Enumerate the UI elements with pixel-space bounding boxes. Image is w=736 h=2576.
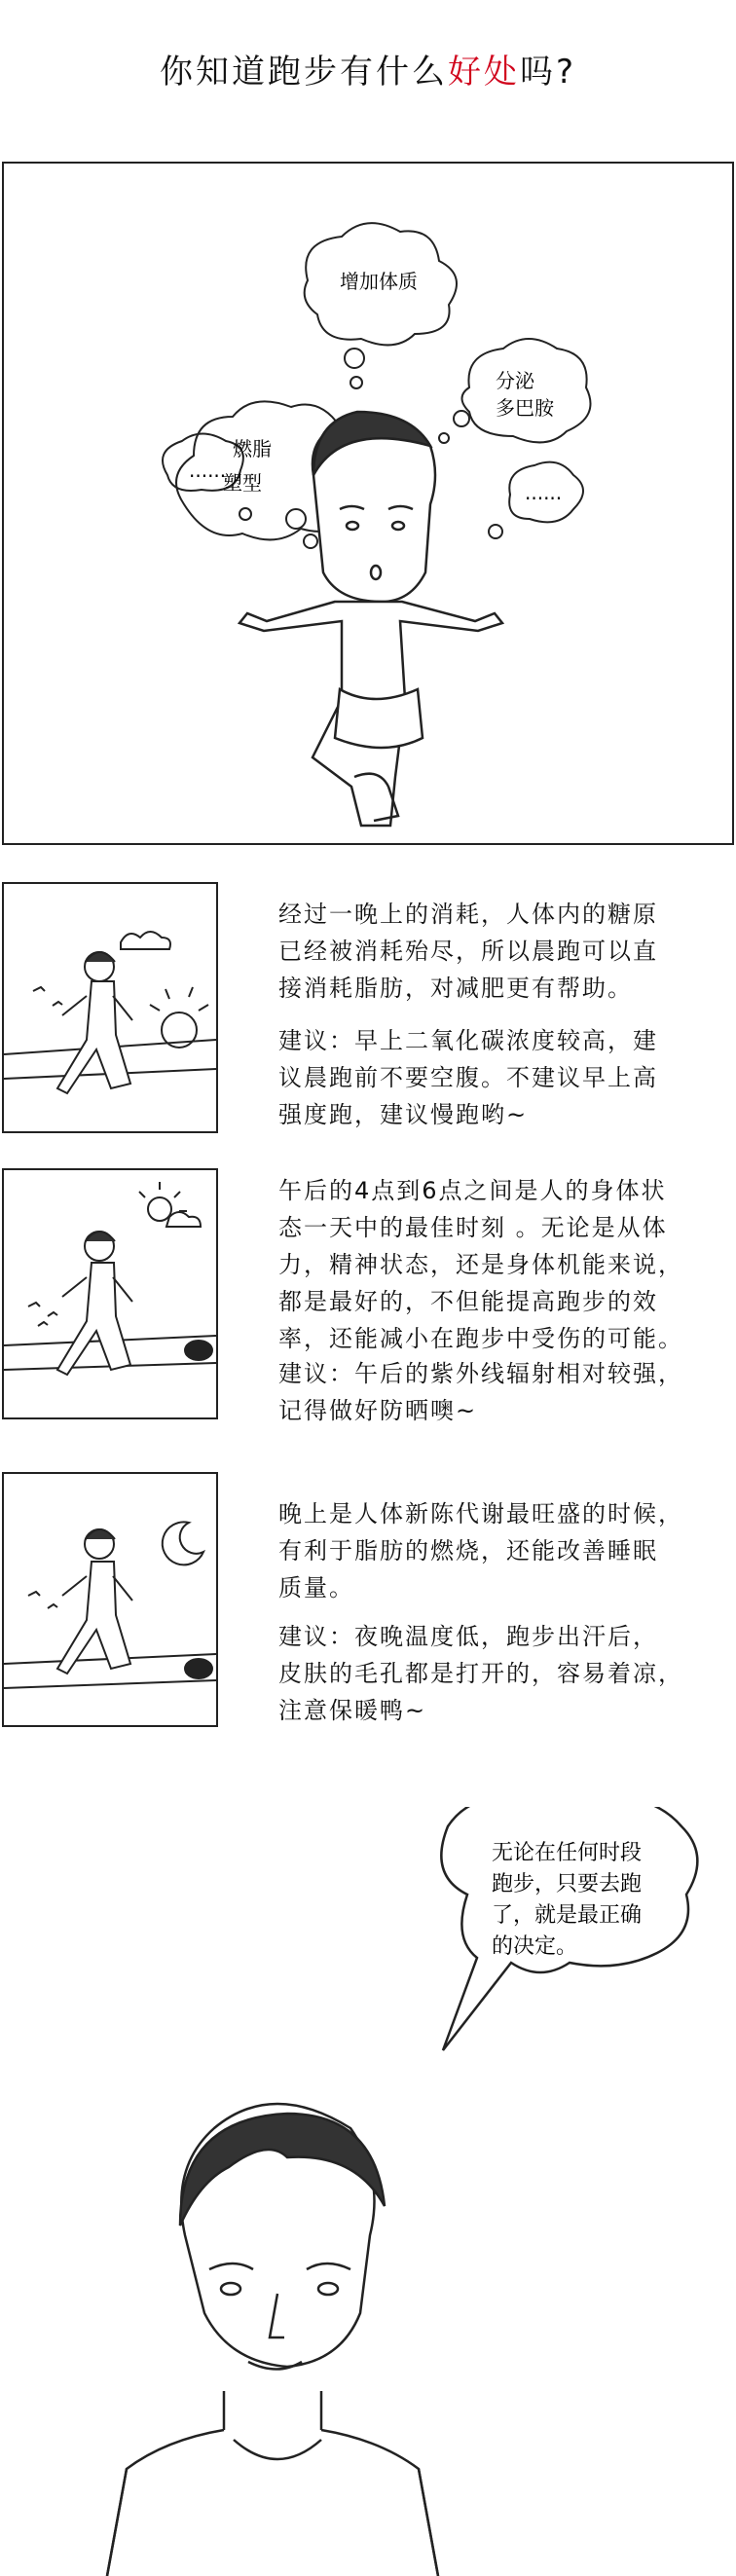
bubble-shape: 塑型 bbox=[223, 471, 262, 495]
evening-run-advice: 建议：夜晚温度低，跑步出汗后， 皮肤的毛孔都是打开的，容易着凉， 注意保暖鸭~ bbox=[278, 1623, 683, 1724]
evening-run-panel bbox=[2, 1472, 218, 1727]
bubble-secrete: 分泌 bbox=[496, 369, 534, 392]
bubble-dopamine: 多巴胺 bbox=[496, 396, 554, 420]
afternoon-run-illustration bbox=[4, 1170, 216, 1417]
evening-run-paragraph: 晚上是人体新陈代谢最旺盛的时候， 有利于脂肪的燃烧，还能改善睡眠 质量。 bbox=[278, 1500, 683, 1601]
closing-speech-line: 了，就是最正确 bbox=[492, 1903, 643, 1928]
bubble-burn-fat: 燃脂 bbox=[233, 437, 272, 460]
morning-run-paragraph: 经过一晚上的消耗，人体内的糖原 已经被消耗殆尽，所以晨跑可以直 接消耗脂肪，对减肥更有帮助。 bbox=[278, 901, 658, 1002]
title-suffix: 吗? bbox=[519, 53, 577, 92]
smiling-man-figure bbox=[107, 2104, 438, 2576]
intro-panel bbox=[2, 162, 734, 845]
title-prefix: 你知道跑步有什么 bbox=[159, 53, 448, 92]
intro-illustration bbox=[4, 164, 732, 843]
closing-illustration bbox=[0, 1807, 736, 2576]
page-title bbox=[0, 45, 736, 92]
bubble-dots-right: ...... bbox=[525, 481, 563, 504]
bubble-improve-fitness: 增加体质 bbox=[340, 270, 418, 293]
title-highlight: 好处 bbox=[447, 53, 520, 92]
morning-run-advice: 建议：早上二氧化碳浓度较高，建 议晨跑前不要空腹。不建议早上高 强度跑，建议慢跑哟~ bbox=[278, 1027, 658, 1128]
afternoon-run-advice: 建议：午后的紫外线辐射相对较强， 记得做好防晒噢~ bbox=[278, 1360, 683, 1424]
evening-run-illustration bbox=[4, 1474, 216, 1725]
morning-run-illustration bbox=[4, 884, 216, 1131]
closing-speech-line: 无论在任何时段 bbox=[492, 1841, 643, 1865]
closing-speech-line: 跑步，只要去跑 bbox=[492, 1872, 643, 1896]
thinking-man-figure bbox=[239, 412, 502, 826]
afternoon-run-panel bbox=[2, 1168, 218, 1419]
morning-run-panel bbox=[2, 882, 218, 1133]
afternoon-run-paragraph: 午后的4点到6点之间是人的身体状 态一天中的最佳时刻 。无论是从体 力，精神状态，还是身体机能来说， 都是最好的，不但能提高跑步的效 率，还能减小在跑步中受伤的可能。 bbox=[278, 1177, 683, 1352]
bubble-dots-left: ...... bbox=[189, 459, 227, 482]
closing-speech-line: 的决定。 bbox=[492, 1934, 578, 1959]
